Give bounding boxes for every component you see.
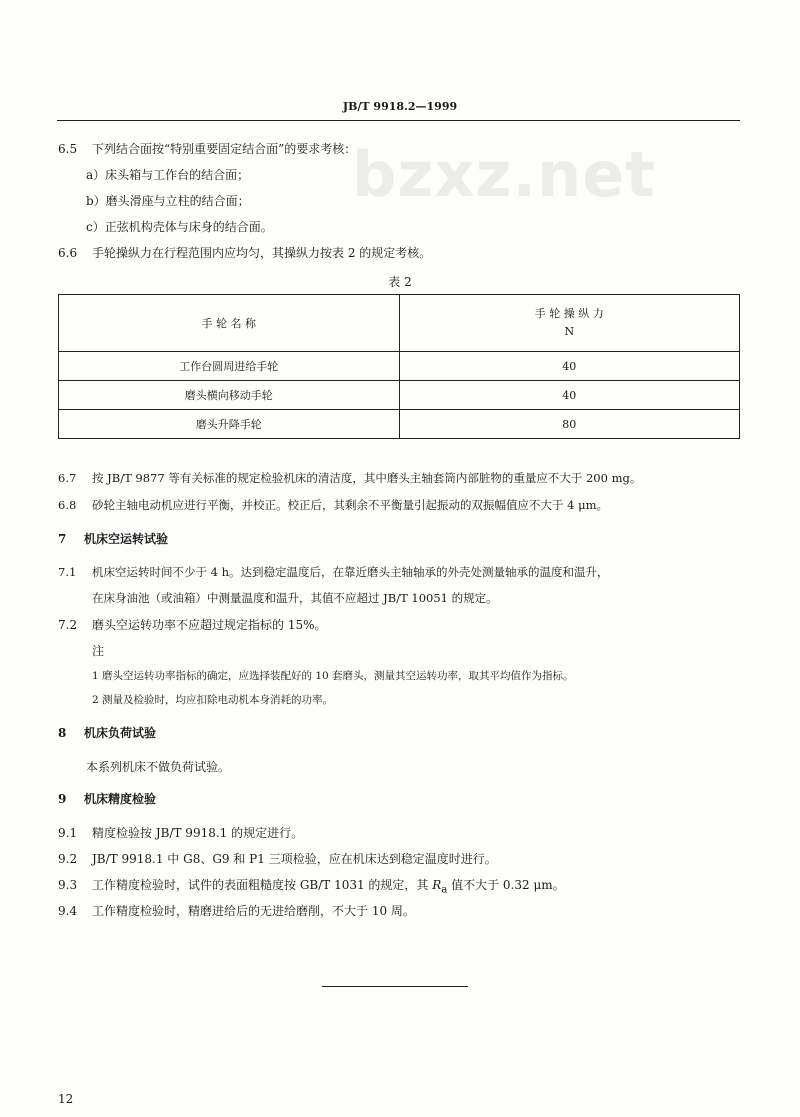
table-row bbox=[59, 381, 740, 410]
clause-text: 下列结合面按“特别重要固定结合面”的要求考核： bbox=[92, 142, 357, 156]
clause-6-5 bbox=[58, 140, 356, 157]
clause-number: 9.3 bbox=[58, 878, 78, 892]
list-item: c）正弦机构壳体与床身的结合面。 bbox=[86, 220, 273, 234]
clause-text: 精度检验按 JB/T 9918.1 的规定进行。 bbox=[92, 826, 304, 840]
clause-text: JB/T 9918.1 中 G8、G9 和 P1 三项检验，应在机床达到稳定温度时进行。 bbox=[92, 852, 497, 866]
column-header-handwheel-name: 手 轮 名 称 bbox=[59, 295, 400, 352]
section-title: 机床精度检验 bbox=[84, 792, 157, 806]
table-2 bbox=[58, 294, 740, 439]
handwheel-name-cell: 磨头横向移动手轮 bbox=[59, 381, 400, 410]
note-item: 1 磨头空运转功率指标的确定，应选择装配好的 10 套磨头，测量其空运转功率，取其平均值作为指标。 bbox=[92, 670, 574, 682]
clause-text-before: 工作精度检验时，试件的表面粗糙度按 GB/T 1031 的规定，其 bbox=[92, 878, 433, 892]
clause-number: 6.7 bbox=[58, 471, 77, 485]
clause-7-1-line2: 在床身油池（或油箱）中测量温度和温升，其值不应超过 JB/T 10051 的规定。 bbox=[92, 591, 498, 605]
clause-number: 7.1 bbox=[58, 565, 77, 579]
clause-7-2 bbox=[58, 616, 327, 633]
column-header-operating-force bbox=[399, 295, 740, 352]
section-number: 7 bbox=[58, 532, 67, 546]
list-item: b）磨头滑座与立柱的结合面； bbox=[86, 194, 250, 208]
section-number: 8 bbox=[58, 726, 67, 740]
operating-force-unit: N bbox=[564, 325, 575, 338]
roughness-subscript: a bbox=[441, 884, 448, 896]
table-row bbox=[59, 352, 740, 381]
operating-force-cell: 40 bbox=[399, 352, 740, 381]
clause-9-3 bbox=[58, 876, 565, 895]
handwheel-name-cell: 磨头升降手轮 bbox=[59, 410, 400, 439]
header-rule bbox=[57, 120, 740, 121]
clause-number: 6.5 bbox=[58, 142, 78, 156]
clause-text: 手轮操纵力在行程范围内应均匀，其操纵力按表 2 的规定考核。 bbox=[92, 246, 432, 260]
clause-text: 砂轮主轴电动机应进行平衡，并校正。校正后，其剩余不平衡量引起振动的双振幅值应不大于 4 μm。 bbox=[92, 498, 609, 512]
note-label: 注 bbox=[92, 644, 105, 658]
handwheel-name-cell: 工作台圆周进给手轮 bbox=[59, 352, 400, 381]
clause-number: 9.1 bbox=[58, 826, 78, 840]
operating-force-cell: 80 bbox=[399, 410, 740, 439]
section-number: 9 bbox=[58, 792, 67, 806]
operating-force-label: 手 轮 操 纵 力 bbox=[534, 307, 604, 320]
clause-number: 9.2 bbox=[58, 852, 78, 866]
clause-9-2 bbox=[58, 850, 497, 867]
section-title: 机床负荷试验 bbox=[84, 726, 157, 740]
section-7-heading bbox=[58, 530, 168, 547]
section-title: 机床空运转试验 bbox=[84, 532, 169, 546]
clause-6-6 bbox=[58, 244, 431, 261]
clause-6-7 bbox=[58, 470, 641, 486]
clause-text: 磨头空运转功率不应超过规定指标的 15%。 bbox=[92, 618, 327, 632]
list-item: a）床头箱与工作台的结合面； bbox=[86, 168, 250, 182]
table-header-row bbox=[59, 295, 740, 352]
clause-text: 工作精度检验时，精磨进给后的无进给磨削，不大于 10 周。 bbox=[92, 904, 415, 918]
clause-number: 6.6 bbox=[58, 246, 78, 260]
clause-text-line1: 机床空运转时间不少于 4 h。达到稳定温度后，在靠近磨头主轴轴承的外壳处测量轴承的温度和温升， bbox=[92, 565, 609, 579]
section-9-heading bbox=[58, 790, 156, 807]
operating-force-cell: 40 bbox=[399, 381, 740, 410]
clause-number: 6.8 bbox=[58, 498, 77, 512]
clause-9-1 bbox=[58, 824, 303, 841]
table-row bbox=[59, 410, 740, 439]
clause-number: 9.4 bbox=[58, 904, 78, 918]
clause-7-1 bbox=[58, 564, 609, 580]
clause-text: 按 JB/T 9877 等有关标准的规定检验机床的清洁度，其中磨头主轴套筒内部脏物的重量应不大于 200 mg。 bbox=[92, 471, 642, 485]
watermark: bzxz.net bbox=[352, 138, 656, 211]
document-header: JB/T 9918.2—1999 bbox=[342, 100, 458, 113]
clause-text-after: 值不大于 0.32 μm。 bbox=[447, 878, 565, 892]
end-rule bbox=[322, 986, 468, 987]
section-8-text: 本系列机床不做负荷试验。 bbox=[86, 760, 231, 774]
page-number: 12 bbox=[58, 1092, 74, 1106]
note-item: 2 测量及检验时，均应扣除电动机本身消耗的功率。 bbox=[92, 694, 334, 706]
table-caption: 表 2 bbox=[388, 275, 412, 289]
clause-number: 7.2 bbox=[58, 618, 78, 632]
clause-6-8 bbox=[58, 497, 608, 513]
clause-9-4 bbox=[58, 902, 415, 919]
section-8-heading bbox=[58, 724, 156, 741]
roughness-symbol: R bbox=[432, 878, 442, 892]
